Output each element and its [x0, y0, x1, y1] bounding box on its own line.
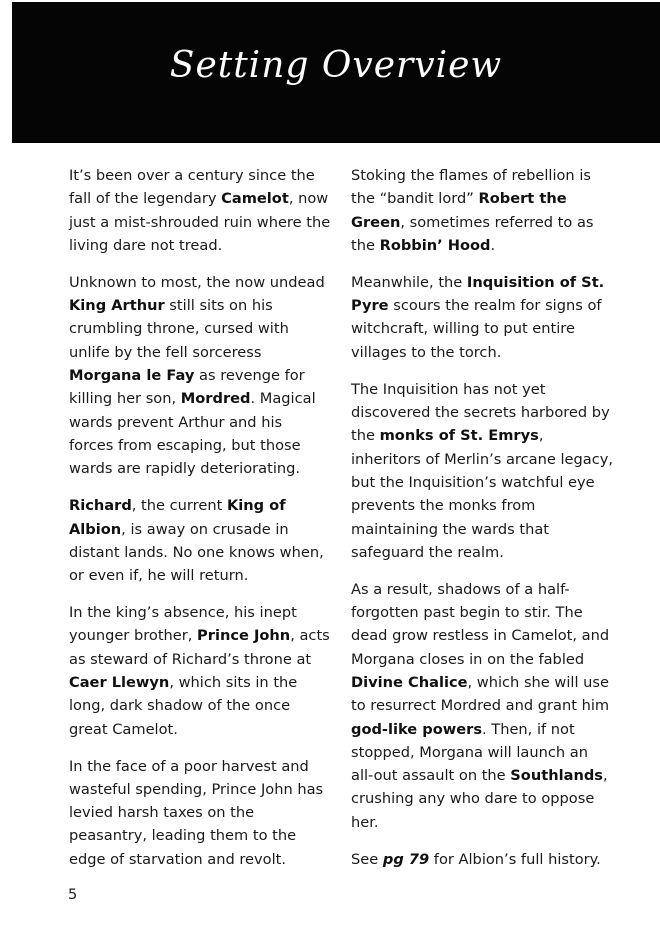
page-title: Setting Overview: [169, 45, 503, 86]
paragraph-see-history: See pg 79 for Albion’s full history.: [351, 850, 601, 868]
term-caer-llewyn: Caer Llewyn: [69, 674, 170, 691]
paragraph-harvest: In the face of a poor harvest and wasteful spending, Prince John has levied harsh taxes on the peasantry, leading them to the edge of starvation and revolt.: [69, 757, 324, 868]
term-mordred: Mordred: [180, 390, 251, 408]
paragraph-shadows: As a result, shadows of a half-forgotten past begin to stir. The dead grow restless in Camelot, and Morgana closes in on the fabled Divine Chalice, which she will use to resurrect Mordred and grant him god-like powers. Then, if not stopped, Morgana will launch an all-out assault on the Southlands, crushing any who dare to oppose her.: [351, 580, 610, 831]
paragraph-prince-john: In the king’s absence, his inept younger brother, Prince John, acts as steward of Richard’s throne at Caer Llewyn, which sits in the long, dark shadow of the once great Camelot.: [69, 604, 330, 738]
term-inquisition: Inquisition of St. Pyre: [351, 273, 605, 315]
term-richard: Richard: [69, 497, 132, 515]
page-reference: pg 79: [382, 850, 430, 868]
paragraph-richard: Richard, the current King of Albion, is away on crusade in distant lands. No one knows when, or even if, he will return.: [69, 497, 324, 585]
paragraph-camelot: It’s been over a century since the fall of the legendary Camelot, now just a mist-shrouded ruin where the living dare not tread.: [69, 167, 331, 254]
term-god-like-powers: god-like powers: [351, 720, 483, 738]
paragraph-monks: The Inquisition has not yet discovered the secrets harbored by the monks of St. Emrys, inheritors of Merlin’s arcane legacy, but the Inquisition’s watchful eye prevents the monks from maintaining the wards that safeguard the realm.: [351, 380, 613, 561]
paragraph-king-arthur: Unknown to most, the now undead King Arthur still sits on his crumbling throne, cursed with unlife by the fell sorceress Morgana le Fay as revenge for killing her son, Mordred. Magical wards prevent Arthur and his forces from escaping, but those wards are rapidly deteriorating.: [69, 273, 325, 478]
term-king-of-albion: King of Albion: [69, 497, 286, 538]
term-prince-john: Prince John: [197, 627, 291, 645]
title-banner: [12, 2, 660, 143]
term-monks-of-st-emrys: monks of St. Emrys: [379, 427, 539, 445]
right-column: [351, 164, 613, 885]
page-number: 5: [68, 886, 78, 903]
term-divine-chalice: Divine Chalice: [351, 674, 468, 691]
left-column: [69, 164, 331, 885]
term-robbin-hood: Robbin’ Hood: [379, 236, 491, 254]
term-morgana: Morgana le Fay: [69, 367, 195, 385]
paragraph-robert-the-green: Stoking the flames of rebellion is the “bandit lord” Robert the Green, sometimes referred to as the Robbin’ Hood.: [351, 167, 594, 254]
term-king-arthur: King Arthur: [69, 297, 165, 315]
term-robert-the-green: Robert the Green: [351, 190, 567, 231]
paragraph-inquisition: Meanwhile, the Inquisition of St. Pyre scours the realm for signs of witchcraft, willing to put entire villages to the torch.: [351, 273, 605, 361]
term-camelot: Camelot: [221, 190, 289, 208]
term-southlands: Southlands: [510, 767, 603, 785]
